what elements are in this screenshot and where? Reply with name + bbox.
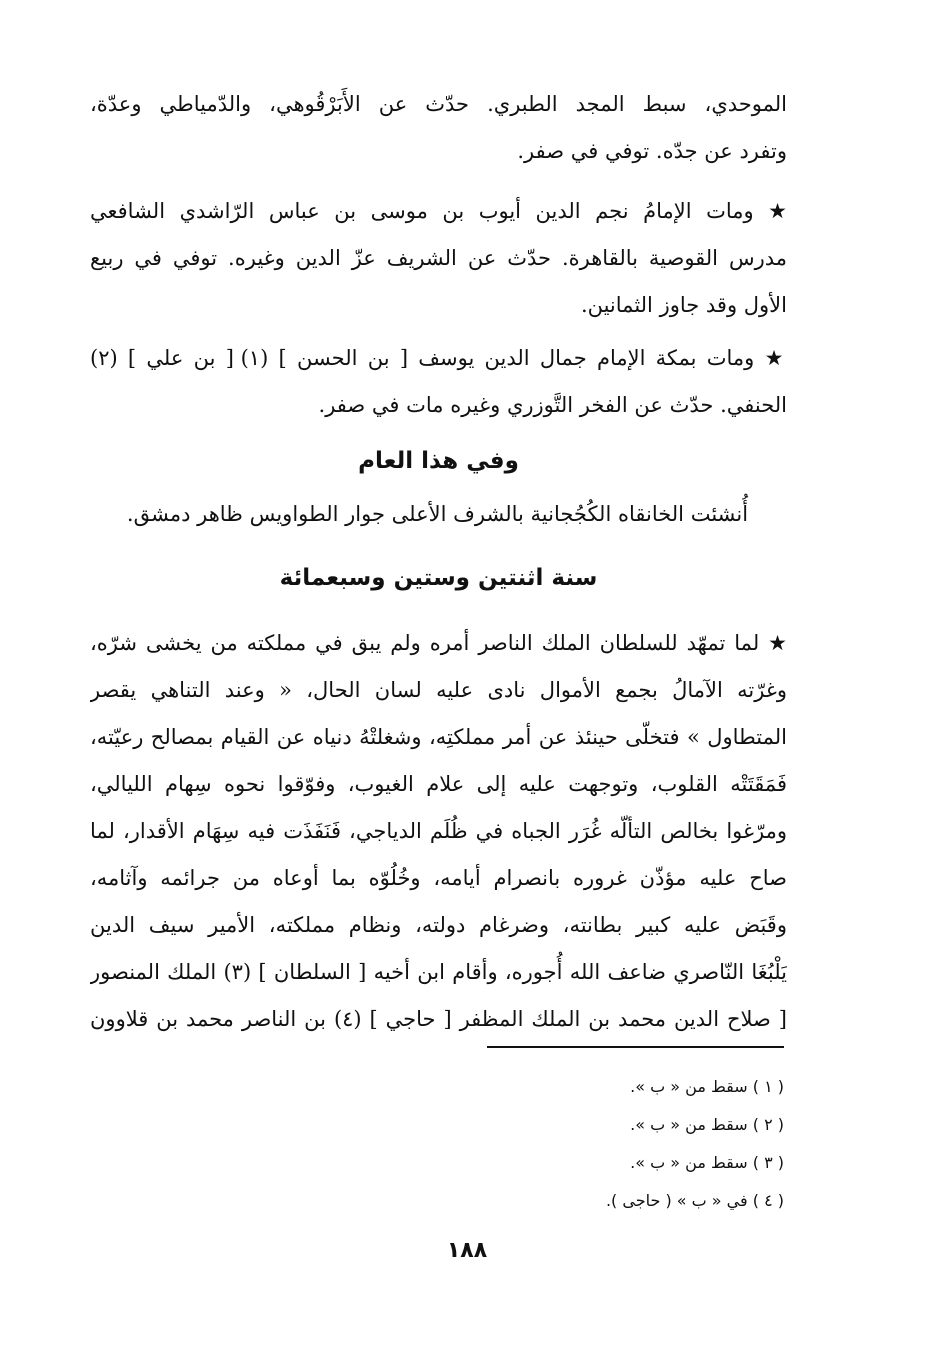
text-line: وغرّته الآمالُ بجمع الأموال نادى عليه لسان الحال، « وعند التناهي يقصر <box>90 678 787 702</box>
text-line: ★ لما تمهّد للسلطان الملك الناصر أمره ولم يبق في مملكته من يخشى شرّه، <box>90 631 787 655</box>
page-number: ١٨٨ <box>446 1238 488 1263</box>
footnote-3: ( ٣ ) سقط من « ب ». <box>630 1153 784 1172</box>
section-heading-year-762: سنة اثنتين وستين وسبعمائة <box>279 565 598 591</box>
text-line: مدرس القوصية بالقاهرة. حدّث عن الشريف عزّ الدين وغيره. توفي في ربيع <box>90 246 787 270</box>
text-line: الأول وقد جاوز الثمانين. <box>580 293 787 317</box>
text-line: صاح عليه مؤذّن غروره بانصرام أيامه، وخُلُوّه بما أوعاه من جرائمه وآثامه، <box>90 866 787 890</box>
text-line: ★ ومات بمكة الإمام جمال الدين يوسف [ بن الحسن ] (١) [ بن علي ] (٢) <box>90 346 787 370</box>
paragraph-obituary-yusuf <box>90 335 787 429</box>
footnote-2: ( ٢ ) سقط من « ب ». <box>630 1115 784 1134</box>
text-line: ومرّغوا بخالص التألّه غُرَر الجباه في ظُلَم الدياجي، فَنَفَذَت فيه سِهَام الأقدار، لما <box>90 819 787 843</box>
paragraph-obituary-ayyub <box>90 188 787 329</box>
footnote-divider <box>487 1046 784 1048</box>
text-line: فَمَقَتَتْه القلوب، وتوجهت عليه إلى علام الغيوب، وفوّقوا نحوه سِهام الليالي، <box>90 772 787 796</box>
section-heading-this-year: وفي هذا العام <box>358 448 519 474</box>
text-line: وتفرد عن جدّه. توفي في صفر. <box>517 139 787 163</box>
paragraph-sultan-nasir <box>90 620 787 1043</box>
paragraph-continuation <box>90 81 787 175</box>
text-line: المتطاول » فتخلّى حينئذ عن أمر مملكتِه، وشغلتْهُ دنياه عن القيام بمصالح رعيّته، <box>90 725 787 749</box>
text-line: وقَبَض عليه كبير بطانته، وضرغام دولته، ونظام مملكته، الأمير سيف الدين <box>90 913 787 937</box>
text-line: [ صلاح الدين محمد بن الملك المظفر [ حاجي ] (٤) بن الناصر محمد بن قلاوون <box>90 1007 787 1031</box>
text-line: الموحدي، سبط المجد الطبري. حدّث عن الأَبَرْقُوهي، والدّمياطي وعدّة، <box>90 92 787 116</box>
footnote-4: ( ٤ ) في « ب » ( حاجى ). <box>605 1191 784 1210</box>
text-line: الحنفي. حدّث عن الفخر التَّوزري وغيره مات في صفر. <box>318 393 787 417</box>
text-line: يَلْبُغَا النّاصري ضاعف الله أُجوره، وأقام ابن أخيه [ السلطان ] (٣) الملك المنصور <box>90 960 787 984</box>
text-line: ★ ومات الإمامُ نجم الدين أيوب بن موسى بن عباس الرّاشدي الشافعي <box>90 199 787 223</box>
section-text-khanqah: أُنشئت الخانقاه الكُجُجانية بالشرف الأعلى جوار الطواويس ظاهر دمشق. <box>126 502 749 526</box>
footnotes <box>400 1068 784 1220</box>
footnote-1: ( ١ ) سقط من « ب ». <box>630 1077 784 1096</box>
